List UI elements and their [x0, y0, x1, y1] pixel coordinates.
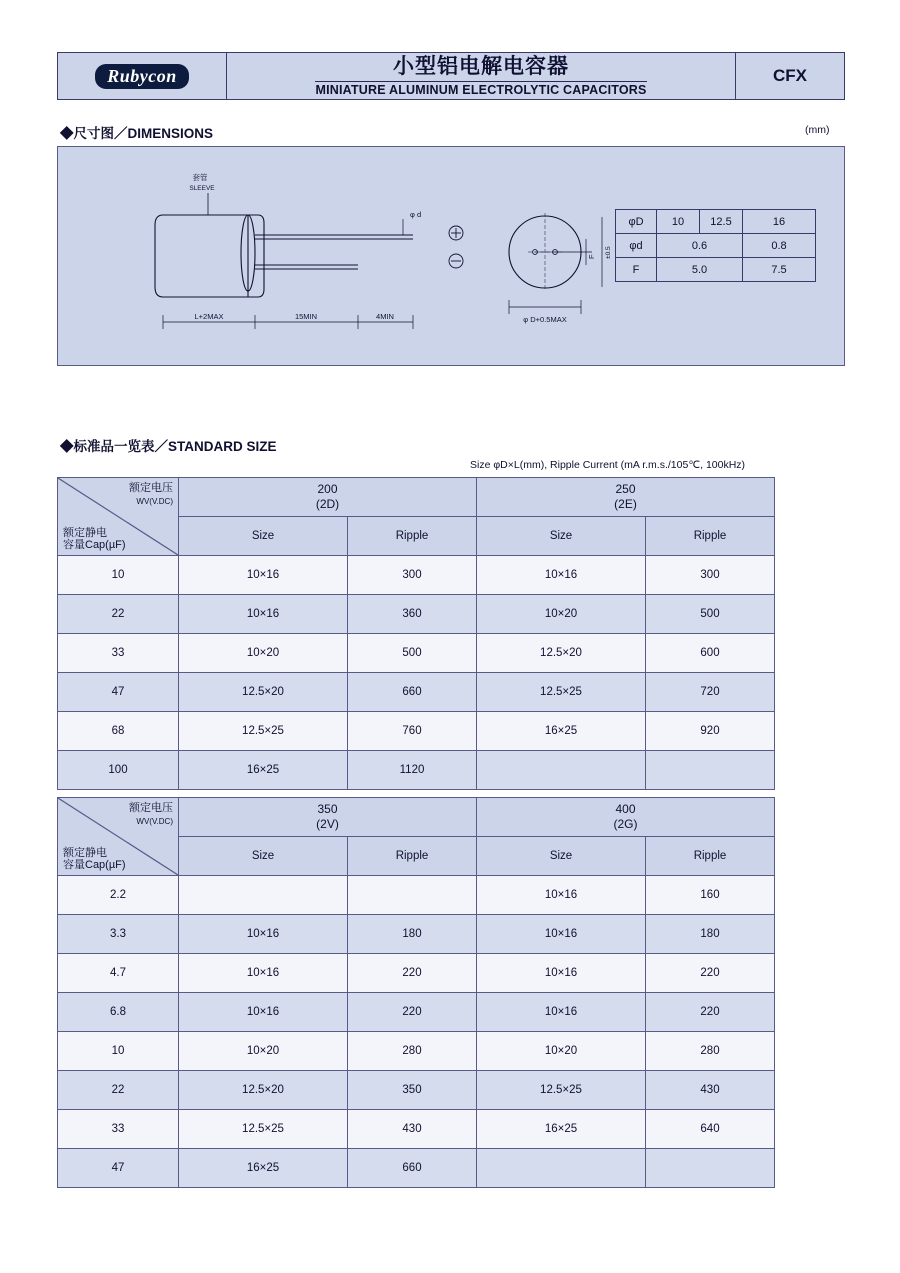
size-value: 12.5×25 — [477, 673, 646, 712]
size-value: 12.5×25 — [179, 1110, 348, 1149]
ripple-value: 760 — [348, 712, 477, 751]
phid-125: 12.5 — [700, 210, 743, 234]
lead-15min-label: 15MIN — [294, 312, 318, 321]
size-value: 10×20 — [477, 1032, 646, 1071]
phid-16: 16 — [743, 210, 816, 234]
corner-cap-label-2: 容量Cap(µF) — [63, 859, 126, 872]
dimensions-section-title: ◆尺寸图／DIMENSIONS — [60, 126, 214, 141]
ripple-value: 300 — [348, 556, 477, 595]
ripple-value: 500 — [348, 634, 477, 673]
ripple-value: 220 — [348, 993, 477, 1032]
sleeve-label-en: SLEEVE — [189, 185, 215, 192]
size-value: 12.5×25 — [477, 1071, 646, 1110]
ripple-value: 220 — [348, 954, 477, 993]
corner-bottom-labels — [63, 527, 126, 552]
table1-subhead-size-1: Size — [179, 517, 348, 556]
corner-voltage-sub: WV(V.DC) — [136, 496, 173, 506]
table-row — [58, 915, 775, 954]
cap-value: 3.3 — [58, 915, 179, 954]
table1-voltage-200 — [179, 478, 477, 517]
cap-value: 68 — [58, 712, 179, 751]
f-75: 7.5 — [743, 258, 816, 282]
dimensions-spec-table — [615, 209, 816, 282]
cap-value: 33 — [58, 634, 179, 673]
phi-d-label: φ d — [410, 210, 422, 219]
cap-value: 47 — [58, 1149, 179, 1188]
cap-value: 2.2 — [58, 876, 179, 915]
ripple-value: 360 — [348, 595, 477, 634]
ripple-value — [348, 876, 477, 915]
table1-subhead-ripple-1: Ripple — [348, 517, 477, 556]
standard-size-note: Size φD×L(mm), Ripple Current (mA r.m.s./105℃, 100kHz) — [470, 459, 746, 471]
size-value: 16×25 — [179, 1149, 348, 1188]
table-header-row — [58, 798, 775, 837]
size-value: 10×16 — [477, 954, 646, 993]
size-value — [477, 751, 646, 790]
size-value: 10×20 — [179, 634, 348, 673]
table1-corner-header — [58, 478, 179, 556]
row-label-f: F — [616, 258, 657, 282]
ripple-value: 720 — [646, 673, 775, 712]
table-row — [58, 954, 775, 993]
row-label-phi-lead: φd — [616, 234, 657, 258]
ripple-value: 160 — [646, 876, 775, 915]
ripple-value: 280 — [348, 1032, 477, 1071]
ripple-value: 640 — [646, 1110, 775, 1149]
corner-top-labels — [129, 802, 173, 827]
size-value: 10×16 — [477, 556, 646, 595]
size-value: 16×25 — [477, 1110, 646, 1149]
table2-subhead-ripple-1: Ripple — [348, 837, 477, 876]
table-row — [58, 634, 775, 673]
size-value: 12.5×20 — [179, 673, 348, 712]
voltage-value: 250 — [615, 482, 636, 496]
corner-cap-label-1: 额定静电 — [63, 526, 107, 539]
lead-4min-label: 4MIN — [376, 312, 394, 321]
table-row — [58, 673, 775, 712]
cap-value: 10 — [58, 1032, 179, 1071]
table2-subhead-ripple-2: Ripple — [646, 837, 775, 876]
f-50: 5.0 — [657, 258, 743, 282]
table1-voltage-250 — [477, 478, 775, 517]
row-label-phid: φD — [616, 210, 657, 234]
header-title-cell — [227, 53, 735, 99]
ripple-value: 500 — [646, 595, 775, 634]
cap-value: 6.8 — [58, 993, 179, 1032]
voltage-value: 200 — [317, 482, 338, 496]
ripple-value: 180 — [646, 915, 775, 954]
corner-voltage-label: 额定电压 — [129, 482, 173, 494]
table-row — [58, 1110, 775, 1149]
phi-lead-08: 0.8 — [743, 234, 816, 258]
standard-size-section-title: ◆标准品一览表／STANDARD SIZE — [60, 439, 277, 454]
table-row — [58, 595, 775, 634]
table2-subhead-size-2: Size — [477, 837, 646, 876]
size-value: 12.5×25 — [179, 712, 348, 751]
ripple-value: 920 — [646, 712, 775, 751]
ripple-value: 220 — [646, 993, 775, 1032]
table-row — [58, 1149, 775, 1188]
corner-cap-label-2: 容量Cap(µF) — [63, 539, 126, 552]
ripple-value: 660 — [348, 673, 477, 712]
size-value: 12.5×20 — [477, 634, 646, 673]
size-value: 10×16 — [179, 954, 348, 993]
table-row — [58, 1032, 775, 1071]
voltage-code: (2V) — [316, 817, 339, 831]
ripple-value: 660 — [348, 1149, 477, 1188]
table-row — [58, 876, 775, 915]
corner-top-labels — [129, 482, 173, 507]
size-value: 10×16 — [179, 993, 348, 1032]
cap-value: 10 — [58, 556, 179, 595]
voltage-value: 400 — [615, 802, 636, 816]
ripple-value — [646, 1149, 775, 1188]
f-dim-label: F — [587, 254, 596, 259]
cap-value: 47 — [58, 673, 179, 712]
standard-size-table-350-400 — [57, 797, 775, 1188]
voltage-code: (2E) — [614, 497, 637, 511]
size-value: 16×25 — [477, 712, 646, 751]
voltage-value: 350 — [317, 802, 338, 816]
length-dim-label: L+2MAX — [194, 312, 224, 321]
ripple-value: 430 — [646, 1071, 775, 1110]
size-value: 10×16 — [477, 993, 646, 1032]
ripple-value: 1120 — [348, 751, 477, 790]
size-value: 12.5×20 — [179, 1071, 348, 1110]
table2-subhead-size-1: Size — [179, 837, 348, 876]
standard-size-table-200-250 — [57, 477, 775, 790]
table-row — [58, 993, 775, 1032]
rubycon-logo: Rubycon — [95, 64, 189, 89]
phi-lead-06: 0.6 — [657, 234, 743, 258]
table-row — [616, 258, 816, 282]
table-row — [616, 210, 816, 234]
page-title-cn: 小型铝电解电容器 — [393, 55, 569, 79]
table-row — [58, 1071, 775, 1110]
page-title-en: MINIATURE ALUMINUM ELECTROLYTIC CAPACITORS — [315, 82, 647, 97]
size-value: 10×16 — [179, 595, 348, 634]
cap-value: 33 — [58, 1110, 179, 1149]
size-value: 10×16 — [477, 915, 646, 954]
table1-subhead-ripple-2: Ripple — [646, 517, 775, 556]
size-value: 10×16 — [477, 876, 646, 915]
dimensions-drawing-panel — [57, 146, 845, 366]
size-value — [179, 876, 348, 915]
ripple-value: 180 — [348, 915, 477, 954]
size-value: 10×20 — [179, 1032, 348, 1071]
table-header-row — [58, 478, 775, 517]
corner-voltage-label: 额定电压 — [129, 802, 173, 814]
cap-value: 22 — [58, 1071, 179, 1110]
cap-value: 100 — [58, 751, 179, 790]
brand-logo-cell — [58, 53, 227, 99]
size-value: 10×20 — [477, 595, 646, 634]
ripple-value: 600 — [646, 634, 775, 673]
ripple-value: 220 — [646, 954, 775, 993]
ripple-value — [646, 751, 775, 790]
ripple-value: 350 — [348, 1071, 477, 1110]
voltage-code: (2D) — [315, 497, 340, 511]
size-value: 10×16 — [179, 556, 348, 595]
ripple-value: 300 — [646, 556, 775, 595]
size-value — [477, 1149, 646, 1188]
cap-value: 4.7 — [58, 954, 179, 993]
ripple-value: 430 — [348, 1110, 477, 1149]
ripple-value: 280 — [646, 1032, 775, 1071]
table2-corner-header — [58, 798, 179, 876]
table-row — [58, 556, 775, 595]
table2-voltage-400 — [477, 798, 775, 837]
table-row — [58, 712, 775, 751]
voltage-code: (2G) — [613, 817, 638, 831]
body-diameter-label: φ D+0.5MAX — [523, 315, 567, 324]
dimensions-unit-note: (mm) — [805, 124, 830, 136]
table-row — [58, 751, 775, 790]
corner-bottom-labels — [63, 847, 126, 872]
size-value: 10×16 — [179, 915, 348, 954]
tolerance-label: ±0.5 — [605, 246, 612, 259]
page-header — [57, 52, 845, 100]
corner-cap-label-1: 额定静电 — [63, 846, 107, 859]
table-row — [616, 234, 816, 258]
series-code: CFX — [735, 53, 844, 99]
sleeve-label-cn: 套管 — [192, 173, 208, 182]
table2-voltage-350 — [179, 798, 477, 837]
phid-10: 10 — [657, 210, 700, 234]
table1-subhead-size-2: Size — [477, 517, 646, 556]
size-value: 16×25 — [179, 751, 348, 790]
corner-voltage-sub: WV(V.DC) — [136, 816, 173, 826]
cap-value: 22 — [58, 595, 179, 634]
